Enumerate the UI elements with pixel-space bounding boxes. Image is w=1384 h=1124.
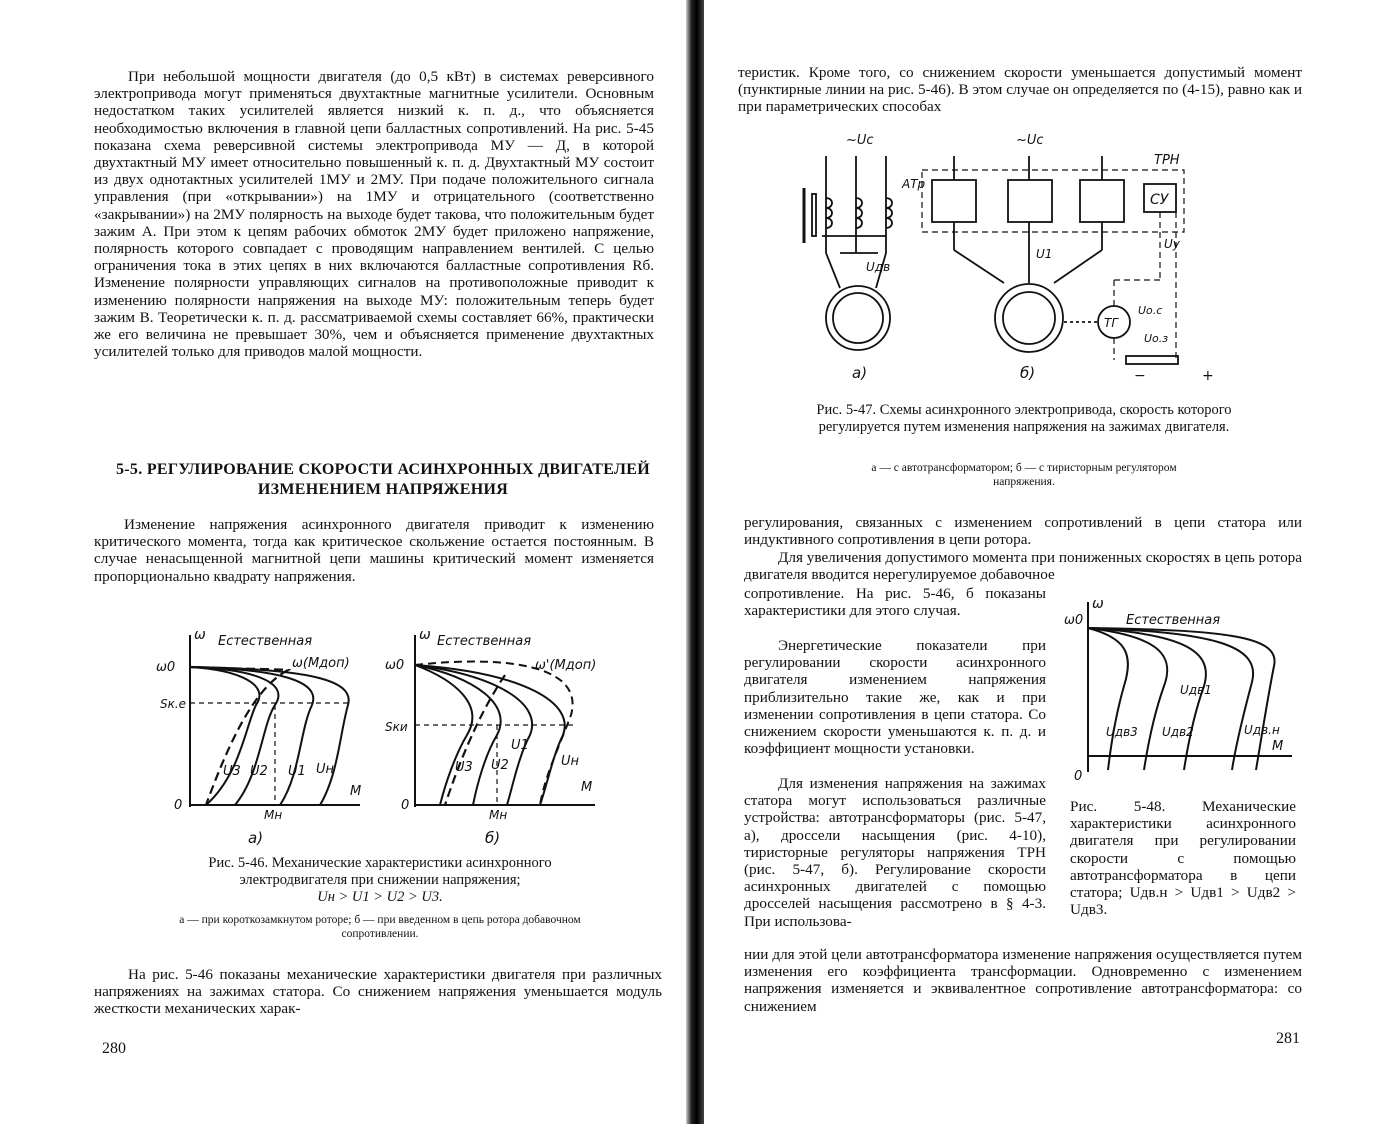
section-heading: 5-5. РЕГУЛИРОВАНИЕ СКОРОСТИ АСИНХРОННЫХ ДВИГАТЕЛЕЙ ИЗМЕНЕНИЕМ НАПРЯЖЕНИЯ (116, 461, 650, 498)
paragraph-left-2: Изменение напряжения асинхронного двигателя приводит к изменению критического момента, тогда как критическое скольжение остается постоянным. В случае ненасыщенной магнитной цепи машины критический момент изменяется пропорционально квадрату напряжения. (94, 516, 654, 585)
omega0-label: ω0 (156, 660, 176, 675)
paragraph-right-3-wrap: сопротивление. На рис. 5-46, б показаны характеристики для этого случая. (744, 585, 1046, 620)
paragraph-right-2: регулирования, связанных с изменением сопротивлений в цепи статора или индуктивного сопротивления в цепи ротора. (744, 514, 1302, 549)
paragraph-right-6: нии для этой цели автотрансформатора изменение напряжения осуществляется путем изменения его коэффициента трансформации. Одновременно с изменением напряжения изменяется и эквивалентное сопротивление автотрансформатора: со снижением (744, 946, 1302, 1015)
paragraph-right-5: Для изменения напряжения на зажимах статора могут использоваться различные устройства: автотрансформаторы (рис. 5-47, а), дроссели насыщения (рис. 4-10), тиристорные регуляторы напряжения ТРН (рис. 5-47, б). Регулирование скорости асинхронных двигателей с помощью дросселей насыщения рассмотрено в § 4-3. При использова- (744, 775, 1046, 930)
zero-label: 0 (1074, 769, 1083, 784)
panel-a-label: а) (852, 364, 868, 382)
udv1-label: Uдв1 (1180, 683, 1212, 697)
u1-label: U1 (1036, 247, 1053, 261)
figure-5-46a (150, 625, 380, 855)
omega0-label: ω0 (1064, 613, 1084, 628)
subcaption-5-47: а — с автотрансформатором; б — с тиристорным регулятором напряжения. (871, 462, 1177, 488)
uoc-label: Uо.с (1138, 304, 1163, 317)
uoz-label: Uо.з (1144, 332, 1169, 345)
figure-5-48 (1056, 594, 1296, 794)
udv3-label: Uдв3 (1106, 725, 1138, 739)
omega-label: ω (194, 627, 206, 643)
panel-a-label: а) (248, 829, 264, 847)
udv2-label: Uдв2 (1162, 725, 1194, 739)
natural-label: Естественная (218, 634, 313, 649)
curve-udvn (1088, 628, 1253, 770)
un-label: Uн (561, 754, 580, 769)
right-page (704, 0, 1384, 1124)
curve-u1 (190, 667, 313, 805)
curve-u3 (415, 665, 472, 805)
trn-label: ТРН (1154, 153, 1180, 168)
paragraph-left-3: На рис. 5-46 показаны механические характеристики двигателя при различных напряжениях на зажимах статора. Со снижением напряжения уменьшается модуль жесткости механических харак- (94, 966, 662, 1018)
paragraph-right-4: Энергетические показатели при регулировании скорости асинхронного двигателя изменением напряжения приблизительно такие же, как и при изменении сопротивления в цепи статора. Со снижением скорости уменьшаются к. п. д. и коэффициент мощности установки. (744, 637, 1046, 758)
mdop-label: ω(Mдоп) (292, 656, 350, 671)
caption-5-48: Рис. 5-48. Механические характеристики асинхронного двигателя при регулировании скорости с помощью автотрансформатора в цепи статора; Uдв.н > Uдв1 > Uдв2 > Uдв3. (1070, 798, 1296, 919)
m-label: M (350, 784, 362, 799)
mn-label: Mн (489, 808, 508, 822)
curve-mdop (445, 675, 505, 805)
minus-label: − (1134, 368, 1146, 384)
uc-label-a: ~Uc (846, 133, 874, 148)
panel-b-label: б) (485, 829, 501, 847)
natural-label: Естественная (437, 634, 532, 649)
curve-u2 (415, 665, 501, 805)
mn-label: Mн (264, 808, 283, 822)
book-spine (686, 0, 704, 1124)
curve-udv2 (1088, 628, 1167, 770)
zero-label: 0 (401, 798, 410, 813)
paragraph-right-3: Для увеличения допустимого момента при пониженных скоростях в цепь ротора двигателя вводится нерегулируемое добавочное (744, 549, 1302, 584)
s-crit-label: Sк.е (160, 697, 187, 711)
plus-label: + (1202, 368, 1214, 384)
paragraph-left-1: При небольшой мощности двигателя (до 0,5 кВт) в системах реверсивного электропривода могут применяться двухтактные магнитные усилители. Основным недостатком таких усилителей является низкий к. п. д., что объясняется необходимостью включения в главной цепи балластных сопротивлений. На рис. 5-45 показана схема реверсивной системы электропривода МУ — Д, в которой двухтактный МУ имеет относительно повышенный к. п. д. Двухтактный МУ состоит из двух однотактных усилителей 1МУ и 2МУ. При подаче положительного сигнала управления (при «открывании») на 1МУ и отрицательного (соответственно «закрывании») на 2МУ полярность на выходе будет такова, что положительным будет зажим А. При этом к цепям рабочих обмоток 2МУ будет приложено напряжение, полярность которого совпадает с проводящим направлением вентилей. С целью ограничения тока в этих цепях в них включаются балластные сопротивления Rб. Изменение полярности управляющих сигналов на противоположные приводит к изменению полярности напряжения на выходе МУ: положительным теперь будет зажим В. Теоретически к. п. д. рассматриваемой схемы составляет 66%, практически же его величина не превышает 30%, чем и объясняется применение двухтактных усилителей только для приводов малой мощности. (94, 68, 654, 361)
uy-label: Uу (1164, 237, 1180, 251)
u2-label: U2 (250, 764, 268, 779)
natural-label: Естественная (1126, 613, 1221, 628)
curve-mdop (190, 667, 288, 805)
tg-label: ТГ (1104, 316, 1119, 330)
su-label: СУ (1150, 192, 1169, 208)
zero-label: 0 (174, 798, 183, 813)
curve-mdop-upper (415, 662, 573, 805)
caption-5-46: Рис. 5-46. Механические характеристики асинхронного электродвигателя при снижении напряжения; (208, 855, 552, 888)
caption-5-46-inequality: Uн > U1 > U2 > U3. (317, 889, 443, 905)
figure-5-47 (804, 128, 1244, 390)
caption-5-47: Рис. 5-47. Схемы асинхронного электропривода, скорость которого регулируется путем изменения напряжения на зажимах двигателя. (816, 402, 1232, 435)
motor-b (995, 284, 1063, 352)
u2-label: U2 (491, 758, 509, 773)
u1-label: U1 (288, 764, 306, 779)
u3-label: U3 (455, 760, 473, 775)
atr-label: АТр (902, 177, 926, 191)
curve-un (415, 665, 565, 805)
panel-b-label: б) (1020, 364, 1036, 382)
omega0-label: ω0 (385, 658, 405, 673)
u3-label: U3 (223, 764, 241, 779)
paragraph-right-1: теристик. Кроме того, со снижением скорости уменьшается допустимый момент (пунктирные линии на рис. 5-46). В этом случае он определяется по (4-15), равно как и при параметрических способах (738, 64, 1302, 116)
udvn-label: Uдв.н (1244, 723, 1280, 737)
udv-label: Uдв (866, 260, 891, 274)
uc-label-b: ~Uc (1016, 133, 1044, 148)
curve-udv3 (1088, 628, 1128, 770)
curve-un (190, 667, 349, 805)
mdop-label: ω'(Mдоп) (535, 658, 597, 673)
page-number-left: 280 (102, 1040, 126, 1057)
page-number-right: 281 (1276, 1030, 1300, 1047)
omega-label: ω (1092, 596, 1104, 612)
un-label: Uн (316, 762, 335, 777)
subcaption-5-46: а — при короткозамкнутом роторе; б — при введенном в цепь ротора добавочном сопротивлении. (179, 914, 581, 940)
m-label: M (581, 780, 593, 795)
omega-label: ω (419, 627, 431, 643)
s-crit-label: Sки (385, 720, 408, 734)
m-label: M (1272, 739, 1284, 754)
curve-u3 (190, 667, 259, 805)
u1-label: U1 (511, 738, 529, 753)
left-page (0, 0, 688, 1124)
figure-5-46b (385, 625, 615, 855)
motor-a (826, 286, 890, 350)
